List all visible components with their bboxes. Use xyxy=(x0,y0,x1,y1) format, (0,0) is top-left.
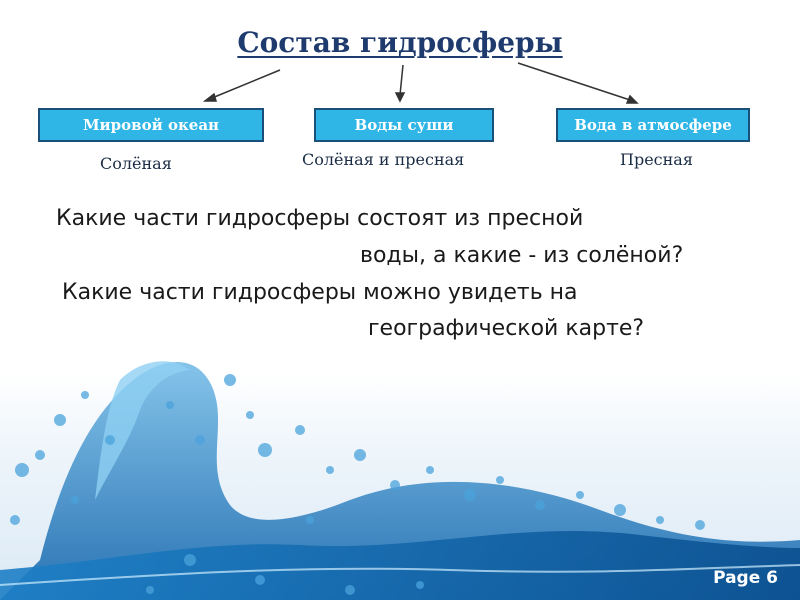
box-atmosphere-water xyxy=(556,108,750,142)
box-land-waters-label: Воды суши xyxy=(354,116,454,134)
question-1-line-1: Какие части гидросферы состоят из пресной xyxy=(56,206,584,231)
question-2-line-1: Какие части гидросферы можно увидеть на xyxy=(62,280,578,305)
question-2-line-2: географической карте? xyxy=(368,316,645,341)
question-1-line-2: воды, а какие - из солёной? xyxy=(360,243,684,268)
note-land-waters: Солёная и пресная xyxy=(302,150,465,169)
box-atmosphere-water-label: Вода в атмосфере xyxy=(574,116,732,134)
note-atmosphere-water: Пресная xyxy=(620,150,693,169)
box-land-waters xyxy=(314,108,494,142)
slide-title: Состав гидросферы xyxy=(237,26,563,59)
page-number: Page 6 xyxy=(713,568,778,588)
box-world-ocean xyxy=(38,108,264,142)
box-world-ocean-label: Мировой океан xyxy=(82,116,220,134)
note-world-ocean: Солёная xyxy=(100,154,172,173)
